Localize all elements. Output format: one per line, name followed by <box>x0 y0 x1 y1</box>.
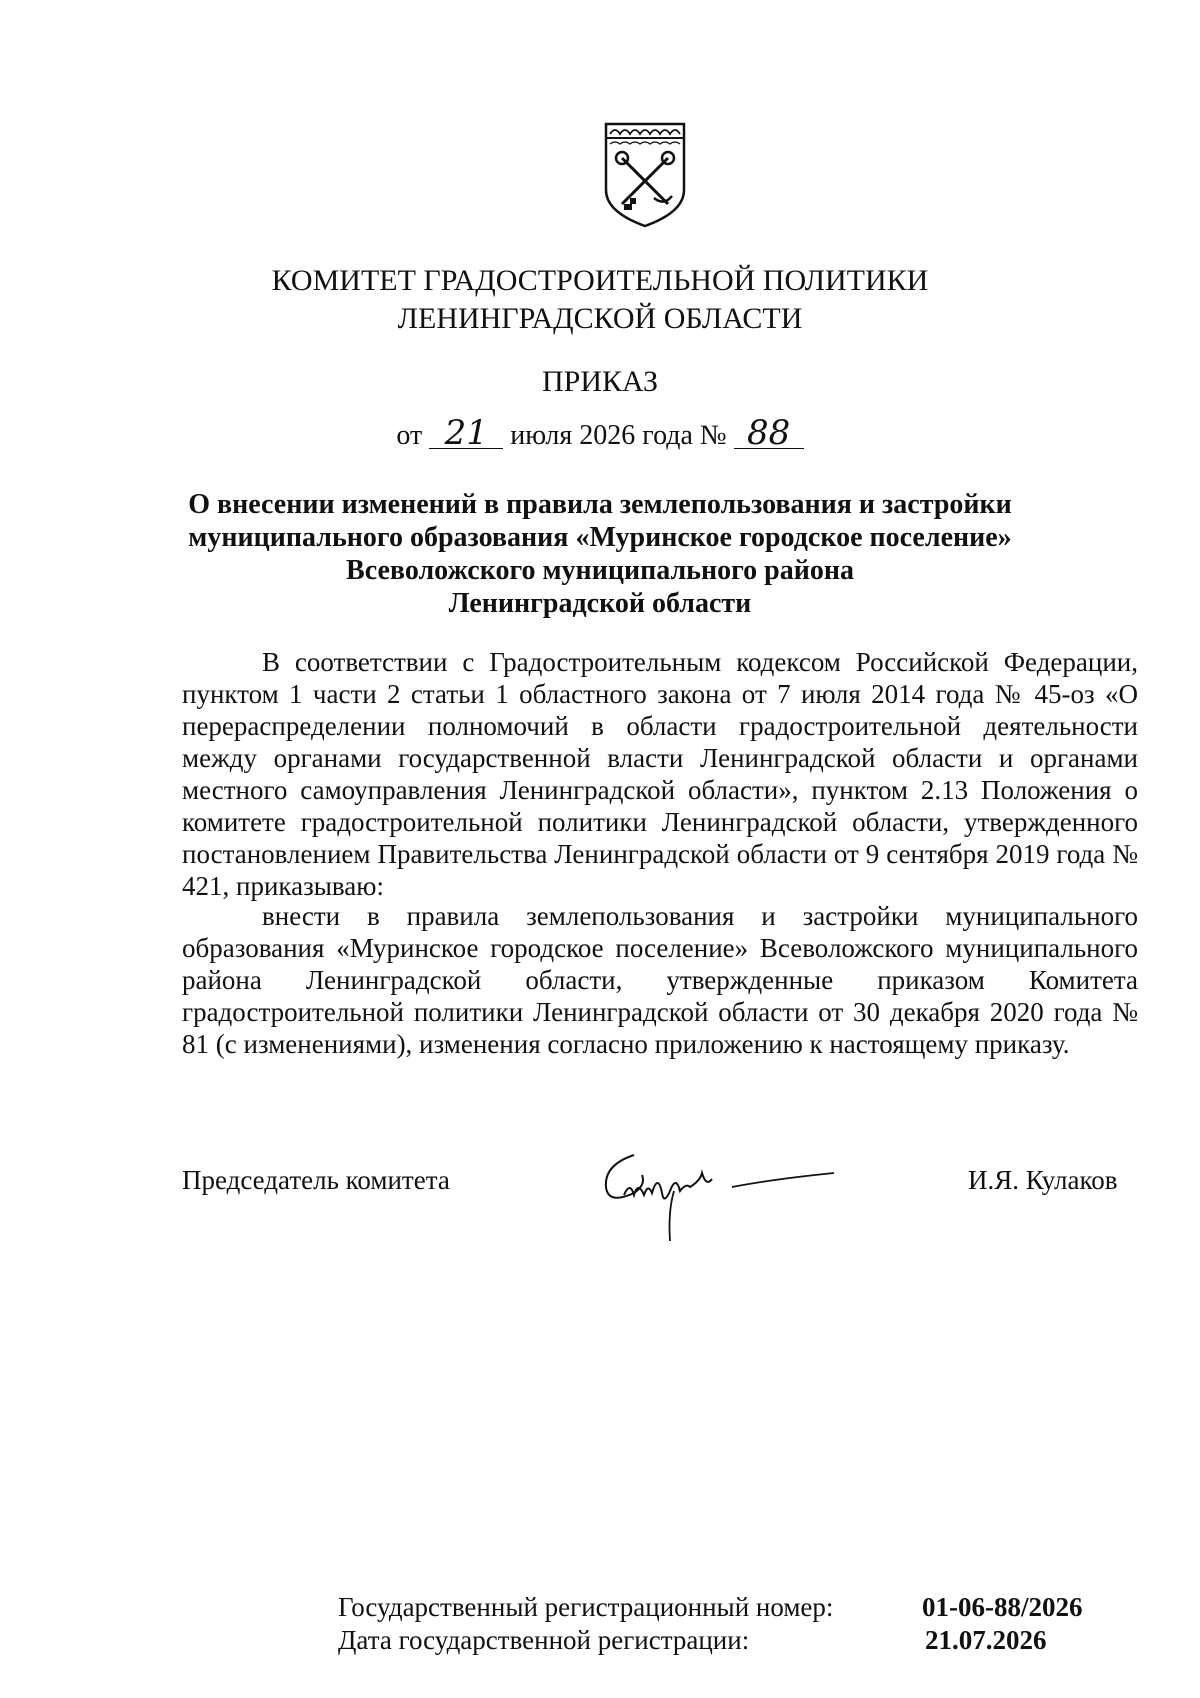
title-line-1: О внесении изменений в правила землепользования и застройки <box>188 489 1012 520</box>
org-line-1: КОМИТЕТ ГРАДОСТРОИТЕЛЬНОЙ ПОЛИТИКИ <box>271 264 929 297</box>
org-line-2: ЛЕНИНГРАДСКОЙ ОБЛАСТИ <box>397 302 803 335</box>
handwritten-signature <box>594 1135 844 1255</box>
title-line-2: муниципального образования «Муринское городское поселение» <box>188 522 1012 553</box>
coat-of-arms-icon <box>602 120 688 230</box>
document-title <box>0 488 1200 620</box>
title-line-3: Всеволожского муниципального района <box>346 555 854 586</box>
signer-name: И.Я. Кулаков <box>968 1165 1118 1195</box>
document-type: ПРИКАЗ <box>542 365 658 398</box>
document-number: 88 <box>734 418 804 449</box>
body-paragraph-1: В соответствии с Градостроительным кодексом Российской Федерации, пунктом 1 части 2 статьи 1 областного закона от 7 июля 2014 года № 45-оз «О перераспределении полномочий в области градостроительной деятельности между органами государственной власти Ленинградской области и органами местного самоуправления Ленинградской области», пунктом 2.13 Положения о комитете градостроительной политики Ленинградской области, утвержденного постановлением Правительства Ленинградской области от 9 сентября 2019 года № 421, приказываю: <box>182 647 1138 901</box>
date-day: 21 <box>429 418 503 449</box>
registration-date-value: 21.07.2026 <box>925 1625 1047 1655</box>
registration-number-label: Государственный регистрационный номер: <box>338 1592 834 1622</box>
date-rest: июля 2026 года № <box>510 420 727 451</box>
title-line-4: Ленинградской области <box>448 588 752 619</box>
date-prefix: от <box>396 420 423 451</box>
organization-name <box>0 262 1200 338</box>
date-line <box>0 413 1200 453</box>
signer-position: Председатель комитета <box>182 1165 450 1195</box>
registration-date-label: Дата государственной регистрации: <box>338 1625 750 1655</box>
registration-number-value: 01-06-88/2026 <box>922 1592 1083 1622</box>
body-paragraph-2: внести в правила землепользования и застройки муниципального образования «Муринское городское поселение» Всеволожского муниципального района Ленинградской области, утвержденные приказом Комитета градостроительной политики Ленинградской области от 30 декабря 2020 года № 81 (с изменениями), изменения согласно приложению к настоящему приказу. <box>182 901 1138 1059</box>
